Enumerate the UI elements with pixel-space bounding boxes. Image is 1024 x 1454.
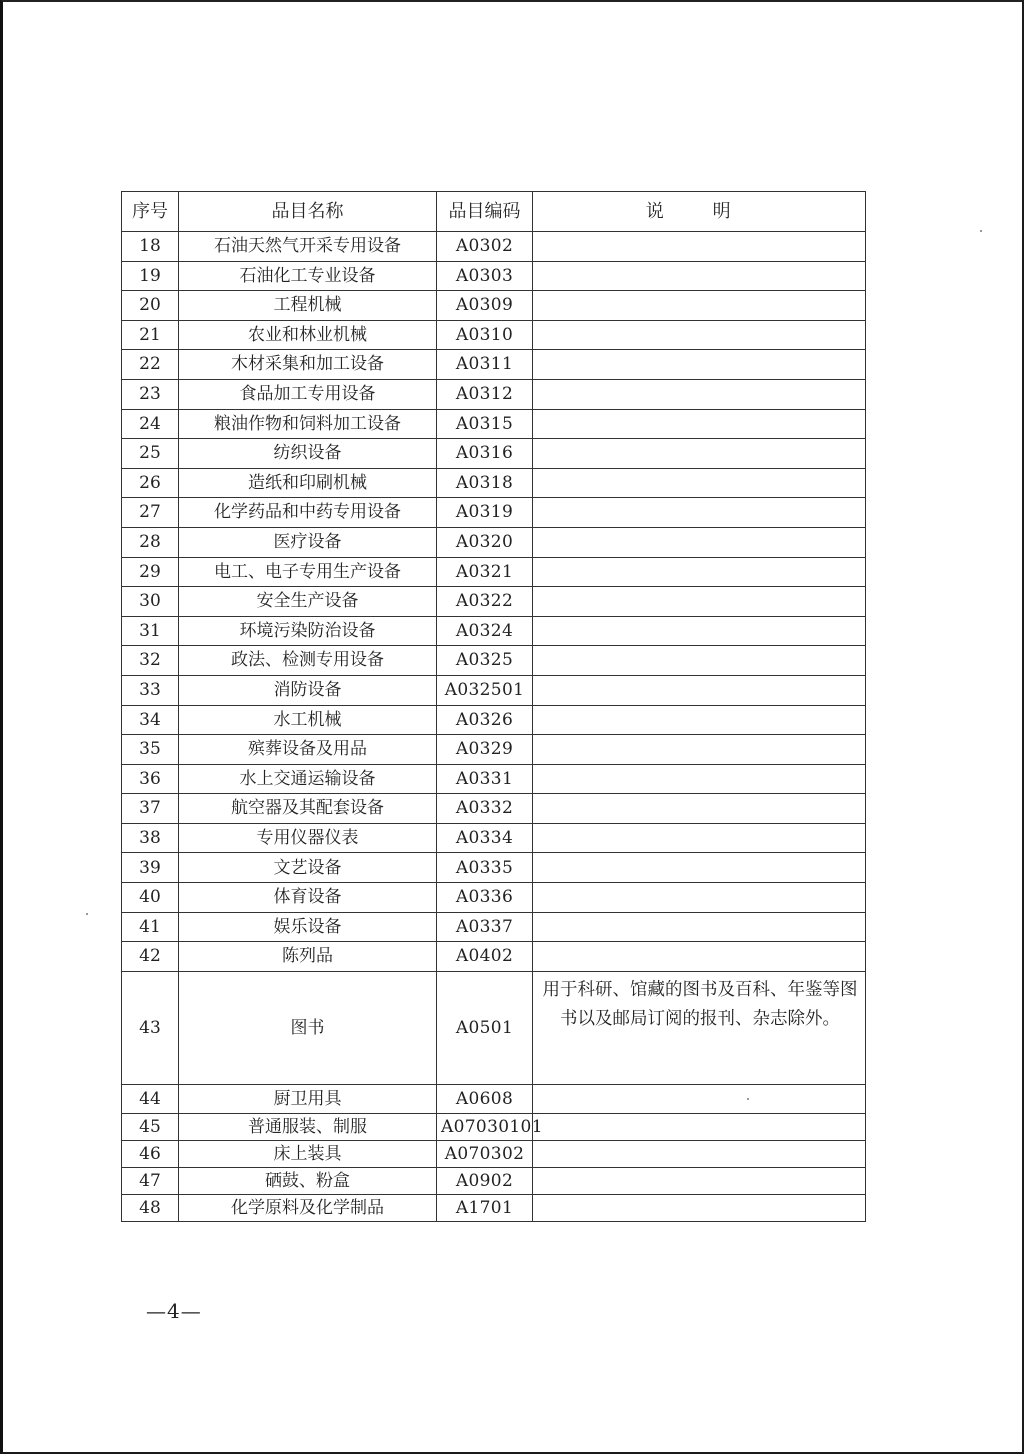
cell-note bbox=[533, 675, 866, 705]
cell-name: 化学药品和中药专用设备 bbox=[179, 498, 437, 528]
cell-code: A0318 bbox=[437, 468, 533, 498]
header-index: 序号 bbox=[122, 192, 179, 232]
table-row bbox=[122, 675, 866, 705]
cell-note: 用于科研、馆藏的图书及百科、年鉴等图书以及邮局订阅的报刊、杂志除外。 bbox=[533, 971, 866, 1084]
cell-name: 石油化工专业设备 bbox=[179, 261, 437, 291]
cell-index: 32 bbox=[122, 646, 179, 676]
cell-code: A0608 bbox=[437, 1084, 533, 1114]
page-number: —4— bbox=[146, 1299, 202, 1323]
cell-index: 29 bbox=[122, 557, 179, 587]
cell-code: A0902 bbox=[437, 1168, 533, 1195]
cell-index: 25 bbox=[122, 439, 179, 469]
scan-speck bbox=[980, 230, 982, 232]
table-header-row bbox=[122, 192, 866, 232]
cell-code: A0321 bbox=[437, 557, 533, 587]
cell-index: 20 bbox=[122, 291, 179, 321]
cell-code: A0324 bbox=[437, 616, 533, 646]
cell-name: 环境污染防治设备 bbox=[179, 616, 437, 646]
cell-code: A0332 bbox=[437, 794, 533, 824]
table-row bbox=[122, 705, 866, 735]
cell-name: 文艺设备 bbox=[179, 853, 437, 883]
cell-name: 厨卫用具 bbox=[179, 1084, 437, 1114]
cell-index: 46 bbox=[122, 1141, 179, 1168]
cell-name: 化学原料及化学制品 bbox=[179, 1195, 437, 1222]
cell-note bbox=[533, 320, 866, 350]
cell-index: 21 bbox=[122, 320, 179, 350]
cell-code: A0310 bbox=[437, 320, 533, 350]
cell-code: A07030101 bbox=[437, 1114, 533, 1141]
table-row bbox=[122, 350, 866, 380]
cell-code: A0335 bbox=[437, 853, 533, 883]
cell-index: 37 bbox=[122, 794, 179, 824]
cell-code: A0337 bbox=[437, 912, 533, 942]
cell-code: A0334 bbox=[437, 823, 533, 853]
scan-speck bbox=[747, 1098, 749, 1100]
cell-name: 政法、检测专用设备 bbox=[179, 646, 437, 676]
cell-note bbox=[533, 942, 866, 972]
cell-name: 粮油作物和饲料加工设备 bbox=[179, 409, 437, 439]
table-row bbox=[122, 1114, 866, 1141]
cell-index: 19 bbox=[122, 261, 179, 291]
table-row bbox=[122, 291, 866, 321]
cell-code: A0302 bbox=[437, 232, 533, 262]
cell-name: 专用仪器仪表 bbox=[179, 823, 437, 853]
cell-note bbox=[533, 794, 866, 824]
table-row bbox=[122, 261, 866, 291]
cell-note bbox=[533, 261, 866, 291]
cell-name: 木材采集和加工设备 bbox=[179, 350, 437, 380]
cell-note bbox=[533, 557, 866, 587]
header-code: 品目编码 bbox=[437, 192, 533, 232]
cell-name: 陈列品 bbox=[179, 942, 437, 972]
cell-name: 农业和林业机械 bbox=[179, 320, 437, 350]
cell-code: A0336 bbox=[437, 883, 533, 913]
cell-index: 39 bbox=[122, 853, 179, 883]
cell-index: 22 bbox=[122, 350, 179, 380]
cell-index: 27 bbox=[122, 498, 179, 528]
cell-index: 33 bbox=[122, 675, 179, 705]
cell-code: A0501 bbox=[437, 971, 533, 1084]
header-note bbox=[533, 192, 866, 232]
table-row bbox=[122, 1141, 866, 1168]
cell-note bbox=[533, 764, 866, 794]
table-row bbox=[122, 409, 866, 439]
table-row bbox=[122, 527, 866, 557]
cell-code: A0402 bbox=[437, 942, 533, 972]
cell-note bbox=[533, 646, 866, 676]
cell-code: A0322 bbox=[437, 587, 533, 617]
table-row bbox=[122, 557, 866, 587]
cell-index: 38 bbox=[122, 823, 179, 853]
cell-name: 水上交通运输设备 bbox=[179, 764, 437, 794]
cell-name: 纺织设备 bbox=[179, 439, 437, 469]
header-note-text: 说 明 bbox=[645, 200, 753, 222]
table-row bbox=[122, 971, 866, 1084]
cell-code: A0312 bbox=[437, 379, 533, 409]
cell-note bbox=[533, 587, 866, 617]
cell-index: 48 bbox=[122, 1195, 179, 1222]
cell-note bbox=[533, 291, 866, 321]
cell-index: 35 bbox=[122, 735, 179, 765]
cell-code: A0325 bbox=[437, 646, 533, 676]
cell-name: 工程机械 bbox=[179, 291, 437, 321]
cell-note bbox=[533, 498, 866, 528]
cell-index: 44 bbox=[122, 1084, 179, 1114]
cell-note bbox=[533, 883, 866, 913]
cell-name: 石油天然气开采专用设备 bbox=[179, 232, 437, 262]
cell-note bbox=[533, 409, 866, 439]
cell-note bbox=[533, 853, 866, 883]
cell-note bbox=[533, 232, 866, 262]
cell-index: 26 bbox=[122, 468, 179, 498]
cell-index: 45 bbox=[122, 1114, 179, 1141]
table-row bbox=[122, 468, 866, 498]
cell-code: A032501 bbox=[437, 675, 533, 705]
cell-note bbox=[533, 468, 866, 498]
table-row bbox=[122, 232, 866, 262]
cell-index: 36 bbox=[122, 764, 179, 794]
cell-code: A070302 bbox=[437, 1141, 533, 1168]
table-row bbox=[122, 912, 866, 942]
cell-note bbox=[533, 616, 866, 646]
cell-note bbox=[533, 527, 866, 557]
cell-index: 43 bbox=[122, 971, 179, 1084]
table-row bbox=[122, 439, 866, 469]
table-row bbox=[122, 823, 866, 853]
cell-code: A0319 bbox=[437, 498, 533, 528]
cell-index: 40 bbox=[122, 883, 179, 913]
table-row bbox=[122, 764, 866, 794]
cell-code: A0331 bbox=[437, 764, 533, 794]
cell-index: 28 bbox=[122, 527, 179, 557]
cell-code: A0311 bbox=[437, 350, 533, 380]
cell-name: 安全生产设备 bbox=[179, 587, 437, 617]
cell-note bbox=[533, 705, 866, 735]
cell-note bbox=[533, 1084, 866, 1114]
cell-code: A0315 bbox=[437, 409, 533, 439]
cell-code: A0316 bbox=[437, 439, 533, 469]
cell-code: A0309 bbox=[437, 291, 533, 321]
cell-name: 水工机械 bbox=[179, 705, 437, 735]
cell-name: 普通服装、制服 bbox=[179, 1114, 437, 1141]
table-row bbox=[122, 735, 866, 765]
header-name: 品目名称 bbox=[179, 192, 437, 232]
cell-name: 娱乐设备 bbox=[179, 912, 437, 942]
cell-name: 医疗设备 bbox=[179, 527, 437, 557]
table-row bbox=[122, 498, 866, 528]
cell-name: 航空器及其配套设备 bbox=[179, 794, 437, 824]
cell-index: 23 bbox=[122, 379, 179, 409]
cell-name: 体育设备 bbox=[179, 883, 437, 913]
cell-name: 食品加工专用设备 bbox=[179, 379, 437, 409]
cell-note bbox=[533, 912, 866, 942]
table-row bbox=[122, 587, 866, 617]
cell-index: 34 bbox=[122, 705, 179, 735]
cell-note bbox=[533, 1141, 866, 1168]
table-row bbox=[122, 320, 866, 350]
cell-index: 42 bbox=[122, 942, 179, 972]
cell-index: 24 bbox=[122, 409, 179, 439]
table-row bbox=[122, 1195, 866, 1222]
table-body bbox=[122, 232, 866, 1222]
cell-note bbox=[533, 439, 866, 469]
cell-index: 31 bbox=[122, 616, 179, 646]
table-row bbox=[122, 379, 866, 409]
cell-name: 消防设备 bbox=[179, 675, 437, 705]
cell-name: 造纸和印刷机械 bbox=[179, 468, 437, 498]
table-row bbox=[122, 1084, 866, 1114]
table-row bbox=[122, 1168, 866, 1195]
cell-code: A0326 bbox=[437, 705, 533, 735]
cell-code: A0320 bbox=[437, 527, 533, 557]
cell-name: 硒鼓、粉盒 bbox=[179, 1168, 437, 1195]
table-row bbox=[122, 646, 866, 676]
cell-code: A0329 bbox=[437, 735, 533, 765]
table-row bbox=[122, 616, 866, 646]
table-row bbox=[122, 853, 866, 883]
cell-note bbox=[533, 823, 866, 853]
cell-code: A1701 bbox=[437, 1195, 533, 1222]
cell-index: 41 bbox=[122, 912, 179, 942]
cell-note bbox=[533, 1195, 866, 1222]
cell-name: 电工、电子专用生产设备 bbox=[179, 557, 437, 587]
cell-note bbox=[533, 379, 866, 409]
cell-note bbox=[533, 1168, 866, 1195]
catalog-table bbox=[121, 191, 866, 1222]
table-row bbox=[122, 942, 866, 972]
cell-note bbox=[533, 350, 866, 380]
cell-index: 30 bbox=[122, 587, 179, 617]
cell-index: 47 bbox=[122, 1168, 179, 1195]
cell-name: 殡葬设备及用品 bbox=[179, 735, 437, 765]
cell-note bbox=[533, 1114, 866, 1141]
cell-name: 图书 bbox=[179, 971, 437, 1084]
cell-note bbox=[533, 735, 866, 765]
cell-code: A0303 bbox=[437, 261, 533, 291]
cell-name: 床上装具 bbox=[179, 1141, 437, 1168]
table-row bbox=[122, 883, 866, 913]
cell-index: 18 bbox=[122, 232, 179, 262]
table-row bbox=[122, 794, 866, 824]
scan-speck bbox=[86, 913, 88, 915]
